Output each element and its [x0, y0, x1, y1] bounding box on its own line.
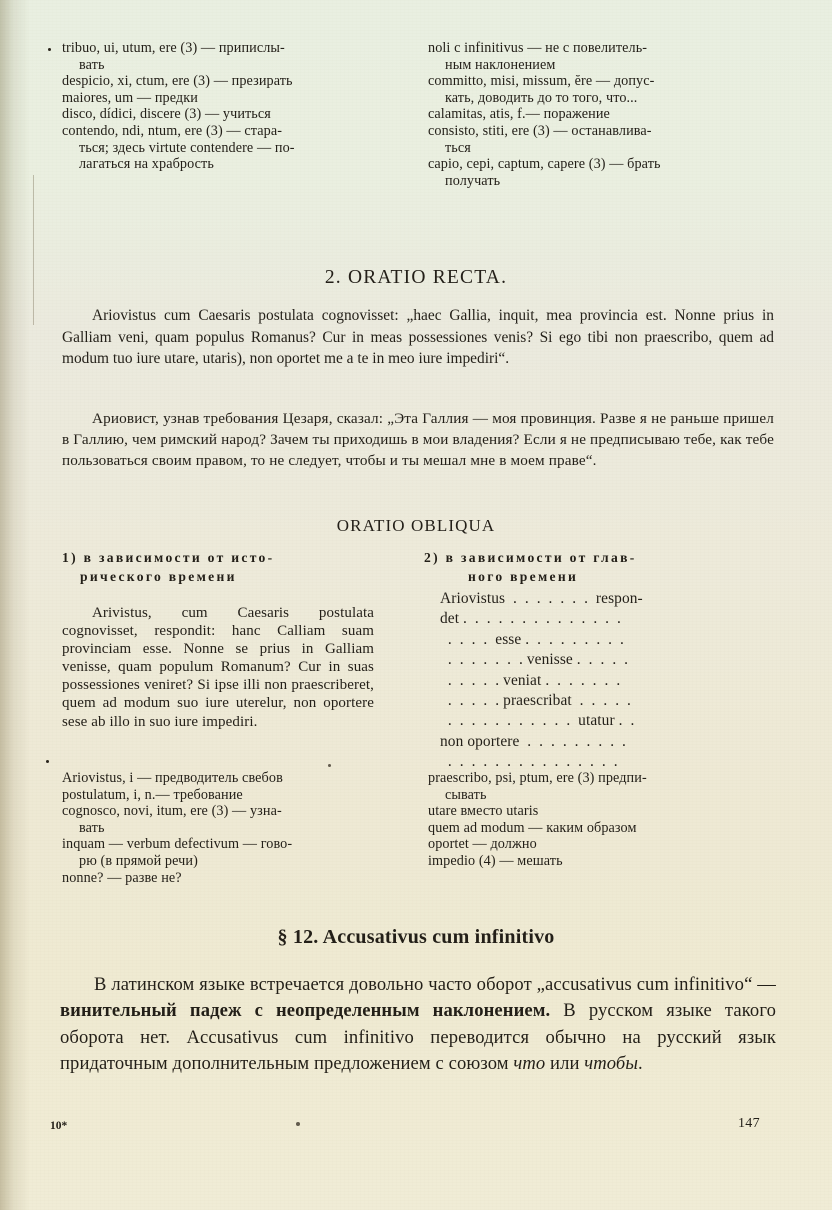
obliqua-column-2-text [440, 589, 790, 773]
obliqua-dot-leader-line: . . . . . veniat . . . . . . . [440, 671, 621, 689]
vocabulary-line: лагаться на храбрость [79, 156, 214, 173]
obliqua-dot-leader-line: . . . . . . . . . . . . . . . [440, 753, 618, 771]
vocabulary-line: кать, доводить до то того, что... [445, 89, 638, 106]
vocabulary-line: ться; здесь virtute contendere — по- [79, 139, 295, 156]
vocabulary-line: Ariovistus, i — предводитель свебов [62, 770, 283, 786]
obliqua-col1-heading-line2: рического времени [80, 569, 237, 584]
obliqua-col2-heading-line2: ного времени [468, 569, 579, 584]
para12-run-bold: винительный падеж с неопределенным наклонением. [60, 1000, 551, 1022]
vocabulary-line: получать [445, 172, 501, 189]
para12-run-plain-1: В латинском языке встречается довольно часто оборот „accusativus cum infinitivo“ — [94, 974, 776, 995]
russian-translation-paragraph: Ариовист, узнав требования Цезаря, сказал: „Эта Галлия — моя провинция. Разве я не раньше пришел в Галлию, чем римский народ? Зачем ты приходишь в мои владения? Если я не предписываю тебе, как тебе пользоваться своим правом, то не следует, чтобы и ты мешал мне в моем праве“. [62, 410, 774, 469]
obliqua-dot-leader-line: . . . . . . . venisse . . . . . [440, 651, 629, 669]
obliqua-col1-heading-line1: 1) в зависимости от исто- [62, 550, 275, 565]
signature-mark: 10* [50, 1120, 68, 1132]
stray-ink-mark [46, 760, 49, 763]
para12-run-plain-3: или [545, 1053, 585, 1075]
obliqua-column-1-heading [62, 548, 402, 586]
vocabulary-line: вать [79, 819, 105, 836]
vocabulary-line: despicio, xi, ctum, ere (3) — презирать [62, 73, 293, 90]
obliqua-dot-leader-line: non oportere . . . . . . . . . [440, 732, 626, 750]
vocabulary-line: oportet — должно [428, 836, 537, 853]
vocabulary-line: utare вместо utaris [428, 803, 539, 820]
vocabulary-line: ться [445, 139, 471, 156]
vocabulary-list-top-right [428, 40, 798, 189]
stray-ink-mark [296, 1122, 300, 1126]
stray-ink-mark [328, 764, 331, 767]
para12-run-plain-2: В русском языке такого оборота нет. Accusativus cum infinitivo переводится обычно на русский язык придаточным дополнительным предложением с союзом [60, 1000, 776, 1075]
obliqua-dot-leader-line: . . . . . . . . . . . utatur . . [440, 712, 635, 730]
vocabulary-line: maiores, um — предки [62, 89, 198, 106]
vocabulary-line: quem ad modum — каким образом [428, 819, 637, 836]
vocabulary-line: disco, dídici, discere (3) — учиться [62, 106, 271, 123]
obliqua-dot-leader-line: . . . . . praescribat . . . . . [440, 692, 631, 710]
paragraph-12-heading: § 12. Accusativus cum infinitivo [277, 926, 555, 948]
vocabulary-line: inquam — verbum defectivum — гово- [62, 836, 293, 853]
vocabulary-line: consisto, stiti, ere (3) — останавлива- [428, 122, 652, 139]
vocabulary-line: cognosco, novi, itum, ere (3) — узна- [62, 803, 282, 820]
obliqua-dot-leader-line: . . . . esse . . . . . . . . . [440, 630, 624, 648]
vocabulary-line: praescribo, psi, ptum, ere (3) предпи- [428, 770, 647, 786]
vocabulary-list-bottom-left [62, 770, 412, 886]
vocabulary-line: nonne? — разве не? [62, 869, 182, 886]
obliqua-dot-leader-line: det . . . . . . . . . . . . . . [440, 610, 621, 628]
vocabulary-line: сывать [445, 786, 487, 803]
obliqua-column-1-text: Arivistus, cum Caesaris postulata cognovisset, respondit: hanc Calliam suam provinciam esse. Nonne se prius in Galliam venisse, quam populum Romanum? Cur in suas possessiones veniret? Si ipse illi non praescriberet, quem ad modum suo iure uterelur, non oportere sese ab illo in suo iure impediri. [62, 605, 374, 730]
vocabulary-list-top-left [62, 40, 412, 173]
latin-direct-speech-paragraph: Ariovistus cum Caesaris postulata cognovisset: „haec Gallia, inquit, mea provincia est. Nonne prius in Galliam veni, quam populus Romanus? Cur in meas possessiones venis? Si ego tibi non praescribo, quem ad modum tuo iure utare, utaris), non oportet me a te in meo iure impediri“. [62, 307, 774, 367]
para12-run-italic-chto: что [513, 1053, 546, 1075]
page-number: 147 [738, 1116, 760, 1131]
vocabulary-line: calamitas, atis, f.— поражение [428, 106, 610, 123]
para12-run-plain-4: . [638, 1053, 643, 1075]
vocabulary-line: postulatum, i, n.— требование [62, 786, 243, 803]
para12-run-italic-chtoby: чтобы [584, 1053, 639, 1075]
paragraph-12-body [60, 972, 776, 1078]
vocabulary-line: ным наклонением [445, 56, 556, 73]
vocabulary-list-bottom-right [428, 770, 798, 870]
vocabulary-line: tribuo, ui, utum, ere (3) — припислы- [62, 40, 285, 56]
obliqua-col2-heading-line1: 2) в зависимости от глав- [424, 550, 637, 565]
vocabulary-line: capio, cepi, captum, capere (3) — брать [428, 156, 661, 173]
subsection-title-oratio-obliqua: ORATIO OBLIQUA [336, 516, 496, 535]
vocabulary-line: impedio (4) — мешать [428, 852, 563, 869]
vocabulary-line: contendo, ndi, ntum, ere (3) — стара- [62, 122, 283, 139]
vocabulary-line: рю (в прямой речи) [79, 852, 198, 869]
vocabulary-line: noli c infinitivus — не с повелитель- [428, 40, 648, 56]
obliqua-dot-leader-line: Ariovistus . . . . . . . respon- [440, 590, 643, 607]
vocabulary-line: вать [79, 56, 105, 73]
vocabulary-line: committo, misi, missum, ĕre — допус- [428, 73, 655, 90]
obliqua-column-2-heading [424, 548, 784, 586]
section-title-oratio-recta: 2. ORATIO RECTA. [324, 267, 508, 288]
stray-ink-mark [48, 48, 51, 51]
